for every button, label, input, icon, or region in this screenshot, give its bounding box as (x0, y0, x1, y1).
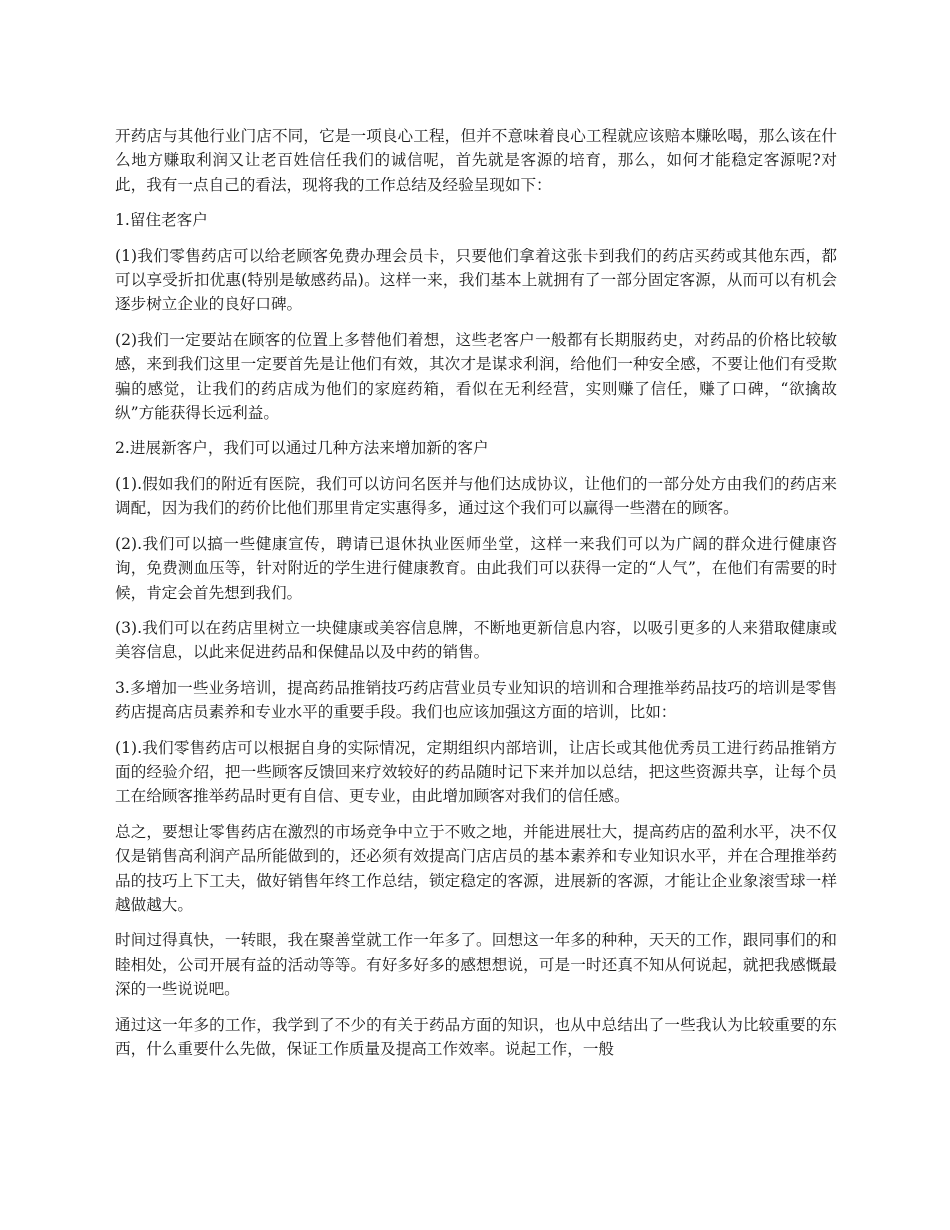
section-heading-new-customers: 2.进展新客户，我们可以通过几种方法来增加新的客户 (115, 439, 489, 458)
paragraph-learning: 通过这一年多的工作，我学到了不少的有关于药品方面的知识，也从中总结出了一些我认为比较重要的东西，什么重要什么先做，保证工作质量及提高工作效率。说起工作，一般 (115, 1015, 837, 1058)
paragraph-conclusion: 总之，要想让零售药店在激烈的市场竞争中立于不败之地，并能进展壮大，提高药店的盈利水平，决不仅仅是销售高利润产品所能做到的，还必须有效提高门店店员的基本素养和专业知识水平，并在合理推举药品的技巧上下工夫，做好销售年终工作总结，锁定稳定的客源，进展新的客源，才能让企业象滚雪球一样越做越大。 (115, 822, 837, 914)
paragraph-info-board: (3).我们可以在药店里树立一块健康或美容信息牌，不断地更新信息内容，以吸引更多的人来猎取健康或美容信息，以此来促进药品和保健品以及中药的销售。 (115, 618, 837, 662)
paragraph-membership-card: (1)我们零售药店可以给老顾客免费办理会员卡，只要他们拿着这张卡到我们的药店买药或其他东西，都可以享受折扣优惠(特别是敏感药品)。这样一来，我们基本上就拥有了一部分固定客源，从而可以有机会逐步树立企业的良好口碑。 (115, 246, 837, 314)
section-heading-retain-customers: 1.留住老客户 (115, 211, 208, 230)
paragraph-customer-care: (2)我们一定要站在顾客的位置上多替他们着想，这些老客户一般都有长期服药史，对药品的价格比较敏感，来到我们这里一定要首先是让他们有效，其次才是谋求利润，给他们一种安全感，不要让他们有受欺骗的感觉，让我们的药店成为他们的家庭药箱，看似在无利经营，实则赚了信任，赚了口碑，“欲擒故纵”方能获得长远利益。 (115, 330, 837, 423)
document-body (115, 124, 837, 1072)
paragraph-hospital-cooperation: (1).假如我们的附近有医院，我们可以访问名医并与他们达成协议，让他们的一部分处方由我们的药店来调配，因为我们的药价比他们那里肯定实惠得多，通过这个我们可以赢得一些潜在的顾客。 (115, 474, 837, 518)
intro-paragraph: 开药店与其他行业门店不同，它是一项良心工程，但并不意味着良心工程就应该赔本赚吆喝，那么该在什么地方赚取利润又让老百姓信任我们的诚信呢，首先就是客源的培育，那么，如何才能稳定客源呢?对此，我有一点自己的看法，现将我的工作总结及经验呈现如下： (115, 127, 837, 194)
paragraph-internal-training: (1).我们零售药店可以根据自身的实际情况，定期组织内部培训，让店长或其他优秀员工进行药品推销方面的经验介绍，把一些顾客反馈回来疗效较好的药品随时记下来并加以总结，把这些资源共享，让每个员工在给顾客推举药品时更有自信、更专业，由此增加顾客对我们的信任感。 (115, 738, 837, 806)
section-heading-training: 3.多增加一些业务培训，提高药品推销技巧药店营业员专业知识的培训和合理推举药品技巧的培训是零售药店提高店员素养和专业水平的重要手段。我们也应该加强这方面的培训，比如： (115, 678, 837, 722)
paragraph-health-promotion: (2).我们可以搞一些健康宣传，聘请已退休执业医师坐堂，这样一来我们可以为广阔的群众进行健康咨询，免费测血压等，针对附近的学生进行健康教育。由此我们可以获得一定的“人气”，在他们有需要的时候，肯定会首先想到我们。 (115, 534, 837, 602)
paragraph-reflection: 时间过得真快，一转眼，我在聚善堂就工作一年多了。回想这一年多的种种，天天的工作，跟同事们的和睦相处，公司开展有益的活动等等。有好多好多的感想想说，可是一时还真不知从何说起，就把我感慨最深的一些说说吧。 (115, 931, 837, 999)
